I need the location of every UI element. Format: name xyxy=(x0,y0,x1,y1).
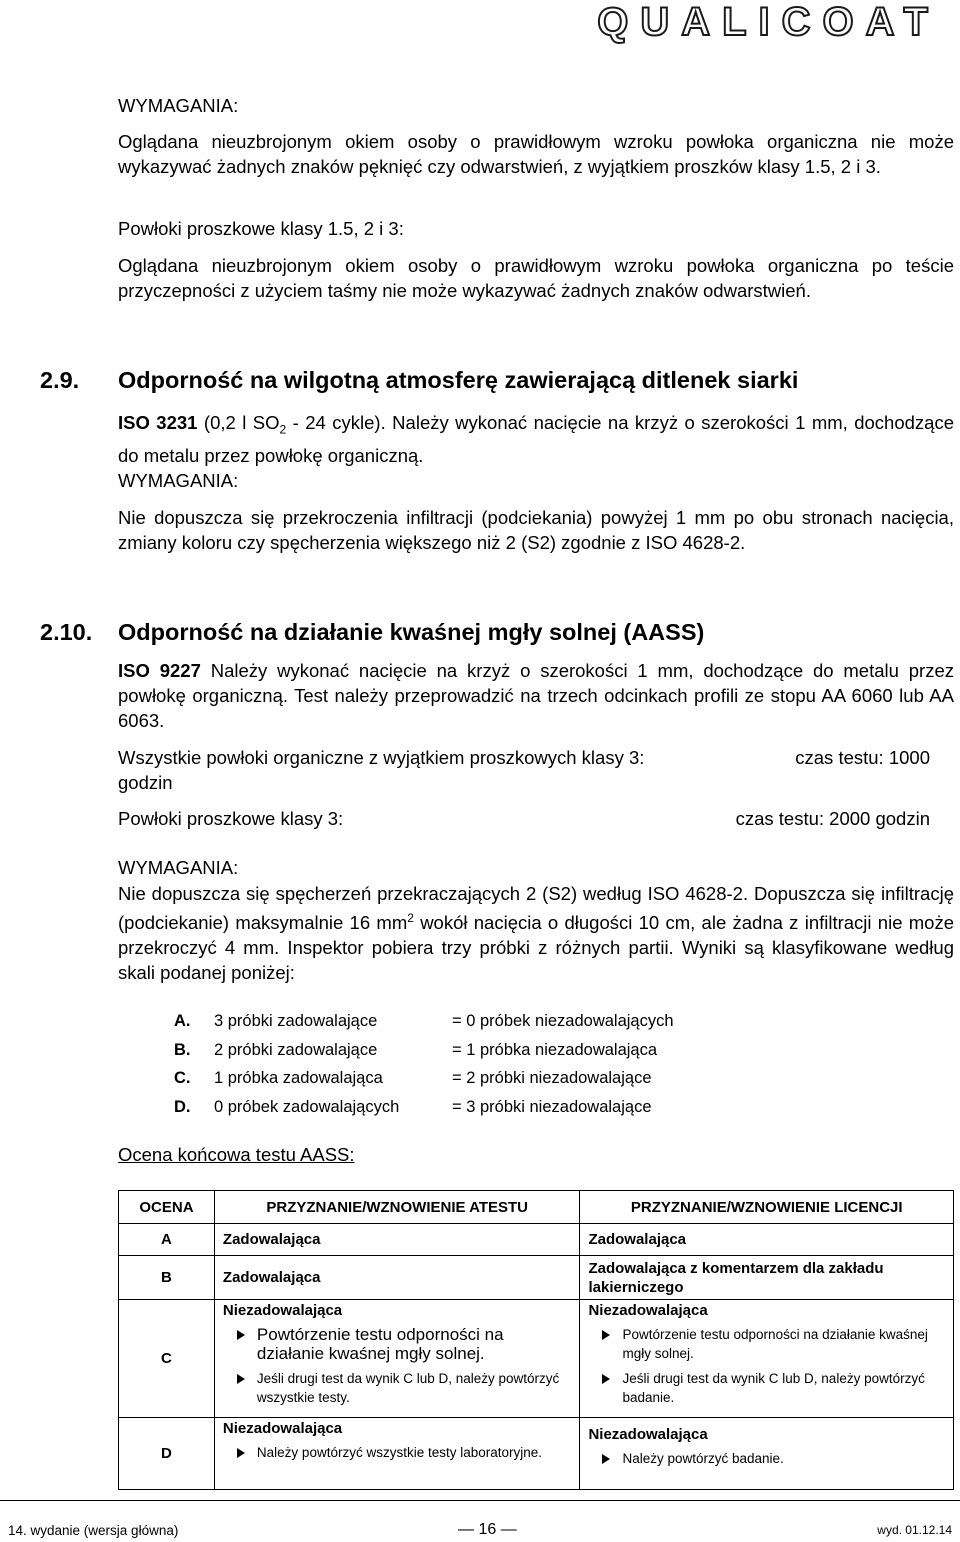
grade-cell: A xyxy=(119,1224,215,1256)
so2-subscript: 2 xyxy=(279,422,287,437)
section-number-2-9: 2.9. xyxy=(40,367,80,393)
licence-cell xyxy=(580,1300,954,1418)
licence-title: Niezadowalająca xyxy=(588,1426,708,1443)
evaluation-table xyxy=(118,1190,954,1490)
section-2-9-text: - 24 cykle). Należy wykonać nacięcie na krzyż o szerokości 1 mm, dochodzące do metalu przez powłokę organiczną. xyxy=(118,412,955,466)
test-time-row-1-value: czas testu: 1000 xyxy=(795,747,930,768)
scale-right: = 0 próbek niezadowalających xyxy=(452,1012,674,1030)
requirement-paragraph-2: Oglądana nieuzbrojonym okiem osoby o prawidłowym wzroku powłoka organiczna po teście przyczepności z użyciem taśmy nie może wykazywać żadnych znaków odwarstwień. xyxy=(118,255,954,301)
table-row xyxy=(119,1224,954,1256)
grade-cell: D xyxy=(119,1418,215,1490)
section-2-10-text: Należy wykonać nacięcie na krzyż o szerokości 1 mm, dochodzące do metalu przez powłokę organiczną. Test należy przeprowadzić na trzech odcinkach profili ze stopu AA 6060 lub AA 6063. xyxy=(118,660,954,731)
bullet-item: Powtórzenie testu odporności na działanie kwaśnej mgły solnej. xyxy=(233,1325,572,1363)
section-2-9-requirement: Nie dopuszcza się przekroczenia infiltracji (podciekania) powyżej 1 mm po obu stronach nacięcia, zmiany koloru czy spęcherzenia większego niż 2 (S2) zgodnie z ISO 4628-2. xyxy=(118,507,954,553)
area-superscript: 2 xyxy=(407,911,414,925)
scale-letter: D. xyxy=(174,1098,191,1116)
grade-cell: B xyxy=(119,1256,215,1300)
requirements-label-2-9: WYMAGANIA: xyxy=(118,470,239,491)
requirements-label-2-10: WYMAGANIA: xyxy=(118,857,239,878)
edition-date: wyd. 01.12.14 xyxy=(877,1523,952,1537)
scale-right: = 2 próbki niezadowalające xyxy=(452,1069,652,1087)
requirements-label: WYMAGANIA: xyxy=(118,95,239,116)
atest-cell xyxy=(214,1418,580,1490)
test-time-row-2-label: Powłoki proszkowe klasy 3: xyxy=(118,808,344,829)
test-time-row-1 xyxy=(118,745,938,770)
page-footer xyxy=(0,1500,960,1538)
edition-label: 14. wydanie (wersja główna) xyxy=(8,1523,179,1538)
grade-cell: C xyxy=(119,1300,215,1418)
scale-left: 2 próbki zadowalające xyxy=(214,1041,378,1059)
section-2-9-paragraph xyxy=(118,410,954,468)
scale-left: 3 próbki zadowalające xyxy=(214,1012,378,1030)
bullet-item: Należy powtórzyć wszystkie testy laboratoryjne. xyxy=(233,1443,572,1462)
table-header: PRZYZNANIE/WZNOWIENIE ATESTU xyxy=(214,1191,580,1224)
atest-cell xyxy=(214,1300,580,1418)
table-header: OCENA xyxy=(119,1191,215,1224)
licence-cell: Zadowalająca xyxy=(580,1224,954,1256)
section-title-2-9: Odporność na wilgotną atmosferę zawierającą ditlenek siarki xyxy=(118,367,799,393)
scale-right: = 1 próbka niezadowalająca xyxy=(452,1041,658,1059)
table-row xyxy=(119,1256,954,1300)
test-time-row-1-label: Wszystkie powłoki organiczne z wyjątkiem proszkowych klasy 3: xyxy=(118,747,645,768)
bullet-item: Jeśli drugi test da wynik C lub D, należy powtórzyć badanie. xyxy=(598,1369,945,1407)
licence-title: Niezadowalająca xyxy=(588,1302,708,1319)
bullet-item: Jeśli drugi test da wynik C lub D, należy powtórzyć wszystkie testy. xyxy=(233,1369,572,1407)
scale-letter: B. xyxy=(174,1041,191,1059)
qualicoat-logo: QUALICOAT xyxy=(597,0,940,44)
bullet-item: Należy powtórzyć badanie. xyxy=(598,1449,945,1468)
so2-text: (0,2 l SO xyxy=(197,412,280,433)
licence-bullets xyxy=(588,1325,945,1407)
table-row xyxy=(119,1418,954,1490)
section-2-10-requirement xyxy=(118,881,954,985)
atest-title: Niezadowalająca xyxy=(222,1420,343,1437)
scale-left: 0 próbek zadowalających xyxy=(214,1098,400,1116)
table-header: PRZYZNANIE/WZNOWIENIE LICENCJI xyxy=(580,1191,954,1224)
section-2-10-paragraph xyxy=(118,658,954,733)
bullet-item: Powtórzenie testu odporności na działanie kwaśnej mgły solnej. xyxy=(598,1325,945,1363)
section-title-2-10: Odporność na działanie kwaśnej mgły solnej (AASS) xyxy=(118,619,705,645)
scale-left: 1 próbka zadowalająca xyxy=(214,1069,383,1087)
scale-letter: A. xyxy=(174,1012,191,1030)
table-header-row xyxy=(119,1191,954,1224)
atest-cell: Zadowalająca xyxy=(214,1224,580,1256)
iso-3231-ref: ISO 3231 xyxy=(118,412,198,433)
requirement-text-b: wokół nacięcia o długości 10 cm, ale żadna z infiltracji nie może przekroczyć 4 mm. Inspektor pobiera trzy próbki z różnych partii. Wyniki są klasyfikowane według skali podanej poniżej: xyxy=(118,912,954,984)
section-number-2-10: 2.10. xyxy=(40,619,93,645)
licence-bullets xyxy=(588,1449,945,1468)
iso-9227-ref: ISO 9227 xyxy=(118,660,201,681)
test-time-row-1-cont: godzin xyxy=(118,772,173,793)
requirement-paragraph: Oglądana nieuzbrojonym okiem osoby o prawidłowym wzroku powłoka organiczna nie może wykazywać żadnych znaków pęknięć czy odwarstwień, z wyjątkiem proszków klasy 1.5, 2 i 3. xyxy=(118,131,954,177)
table-row xyxy=(119,1300,954,1418)
atest-bullets xyxy=(223,1325,572,1407)
scale-letter: C. xyxy=(174,1069,191,1087)
atest-cell: Zadowalająca xyxy=(214,1256,580,1300)
requirement-text-a: Nie dopuszcza się spęcherzeń przekraczających 2 (S2) według ISO 4628-2. Dopuszcza się infiltrację (podciekanie) maksymalnie 16 mm xyxy=(118,883,954,934)
scale-right: = 3 próbki niezadowalające xyxy=(452,1098,652,1116)
atest-title: Niezadowalająca xyxy=(222,1302,343,1319)
test-time-row-2 xyxy=(118,806,938,831)
final-evaluation-label: Ocena końcowa testu AASS: xyxy=(118,1144,355,1165)
licence-cell: Zadowalająca z komentarzem dla zakładu lakierniczego xyxy=(580,1256,954,1300)
atest-bullets xyxy=(223,1443,572,1462)
page-number: — 16 — xyxy=(458,1521,517,1538)
test-time-row-2-value: czas testu: 2000 godzin xyxy=(735,808,930,829)
powder-class-title: Powłoki proszkowe klasy 1.5, 2 i 3: xyxy=(118,218,404,239)
licence-cell xyxy=(580,1418,954,1490)
